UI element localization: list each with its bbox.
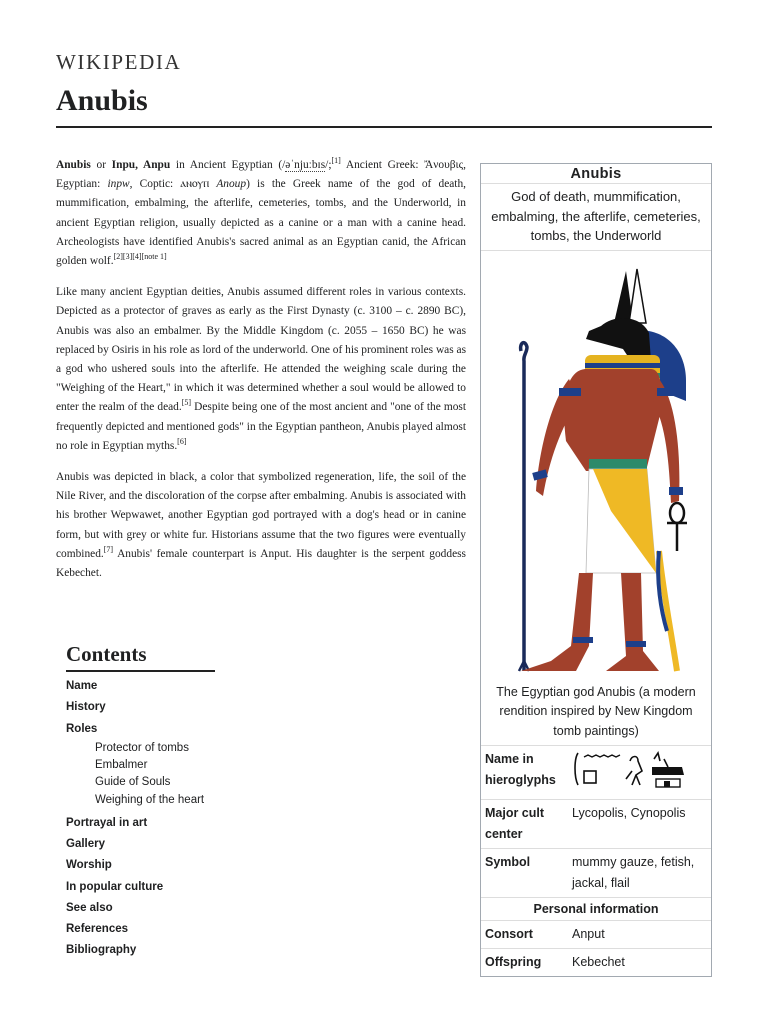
row-label: Offspring [485, 955, 542, 969]
toc-title: Contents [66, 642, 215, 672]
row-value: Kebechet [572, 955, 625, 969]
text: in Ancient Egyptian (/ [170, 159, 286, 171]
row-value: Lycopolis, Cynopolis [572, 806, 686, 820]
coptic-name: Anoup [216, 178, 247, 191]
greek-name: Ἄνουβις [424, 159, 464, 171]
article-body [56, 156, 466, 595]
row-label: Name in hieroglyphs [485, 752, 556, 787]
bold-name: Anubis [56, 159, 91, 171]
toc-item-protector-of-tombs[interactable]: Protector of tombs [95, 741, 189, 754]
infobox-row-major-cult-center [481, 800, 711, 849]
text: Anubis' female counterpart is Anput. His daughter is the serpent goddess Kebechet. [56, 547, 466, 580]
toc-item-references[interactable]: References [66, 923, 129, 936]
bold-name: Inpu, Anpu [111, 159, 171, 171]
text: , Coptic: ⲁⲛⲟⲩⲡ [129, 178, 217, 191]
wikipedia-wordmark[interactable]: WIKIPEDIA [56, 50, 182, 74]
page-title: Anubis [56, 84, 148, 117]
toc-item-guide-of-souls[interactable]: Guide of Souls [95, 776, 171, 789]
toc-item-in-popular-culture[interactable]: In popular culture [66, 880, 164, 893]
toc-item-gallery[interactable]: Gallery [66, 838, 105, 850]
row-value: Anput [572, 927, 605, 941]
paragraph-3 [56, 468, 466, 583]
paragraph-2 [56, 283, 466, 456]
text: , Egyptian: [56, 159, 466, 191]
text: Like many ancient Egyptian deities, Anubis assumed different roles in various contexts. Depicted as a protector of graves as early as the First Dynasty (c. 3100 – c. 2890 BC), Anubis was also an embalmer. By the Middle Kingdom (c. 2055 – 1650 BC) he was replaced by Osiris in his role as lord of the underworld. One of his prominent roles was as a god who ushered souls into the afterlife. He attended the weighing scale during the "Weighing of the Heart," in which it was determined whether a soul would be allowed to enter the realm of the dead. [56, 286, 466, 414]
anubis-figure-icon [481, 251, 711, 683]
toc-item-worship[interactable]: Worship [66, 859, 112, 872]
toc-item-portrayal-in-art[interactable]: Portrayal in art [66, 816, 148, 829]
row-label: Major cult center [485, 806, 545, 841]
reference-link[interactable]: [6] [177, 437, 187, 447]
text: Despite being one of the most ancient and "one of the most frequently depicted and mentioned gods" in the Egyptian pantheon, Anubis played almost no role in Egyptian myths. [56, 401, 466, 452]
infobox-description: God of death, mummification, embalming, the afterlife, cemeteries, tombs, the Underworld [481, 184, 711, 251]
toc-item-bibliography[interactable]: Bibliography [66, 944, 137, 957]
infobox-row-consort [481, 921, 711, 949]
reference-link[interactable]: [7] [103, 545, 114, 555]
row-label: Symbol [485, 855, 531, 869]
row-label: Consort [485, 927, 533, 941]
infobox-row-offspring [481, 949, 711, 976]
toc-item-name[interactable]: Name [66, 680, 98, 692]
paragraph-1 [56, 156, 466, 271]
infobox [480, 163, 712, 977]
infobox-section-header: Personal information [481, 898, 711, 921]
text: Anubis was depicted in black, a color that symbolized regeneration, life, the soil of the Nile River, and the discoloration of the corpse after embalming. Anubis is associated with his brother Wepwawet, another Egyptian god portrayed with a dog's head or in canine form, but with grey or white fur. Historians assume that the two figures were eventually combined. [56, 471, 466, 560]
toc-item-weighing-of-the-heart[interactable]: Weighing of the heart [95, 793, 205, 806]
text: Ancient Greek: [340, 159, 425, 171]
row-value: mummy gauze, fetish, jackal, flail [572, 855, 695, 890]
infobox-title: Anubis [481, 164, 711, 184]
table-of-contents [66, 642, 216, 962]
anubis-illustration[interactable] [481, 251, 711, 683]
title-divider [56, 126, 712, 128]
reference-link[interactable]: [1] [331, 156, 341, 166]
reference-link[interactable]: [2][3][4][note 1] [113, 252, 167, 262]
infobox-row-hieroglyphs [481, 746, 711, 800]
infobox-row-symbol [481, 849, 711, 898]
text: /; [325, 159, 332, 171]
toc-item-history[interactable]: History [66, 701, 106, 714]
toc-item-see-also[interactable]: See also [66, 901, 113, 914]
reference-link[interactable]: [5] [181, 398, 192, 408]
image-caption: The Egyptian god Anubis (a modern rendition inspired by New Kingdom tomb paintings) [481, 683, 711, 747]
hieroglyphs-icon [572, 749, 690, 789]
text: ) is the Greek name of the god of death, mummification, embalming, the afterlife, cemeteries, tombs, and the Underworld, in ancient Egyptian religion, usually depicted as a canine or a man with a canine head. Archeologists have identified Anubis's sacred animal as an Egyptian canid, the African golden wolf. [56, 178, 467, 268]
toc-item-embalmer[interactable]: Embalmer [95, 759, 148, 772]
egyptian-name: inpw [107, 178, 130, 191]
pronunciation-link[interactable]: əˈnjuːbɪs [285, 159, 326, 171]
text: or [90, 159, 112, 171]
hieroglyphs-value [572, 749, 707, 796]
toc-item-roles[interactable]: Roles [66, 722, 98, 735]
